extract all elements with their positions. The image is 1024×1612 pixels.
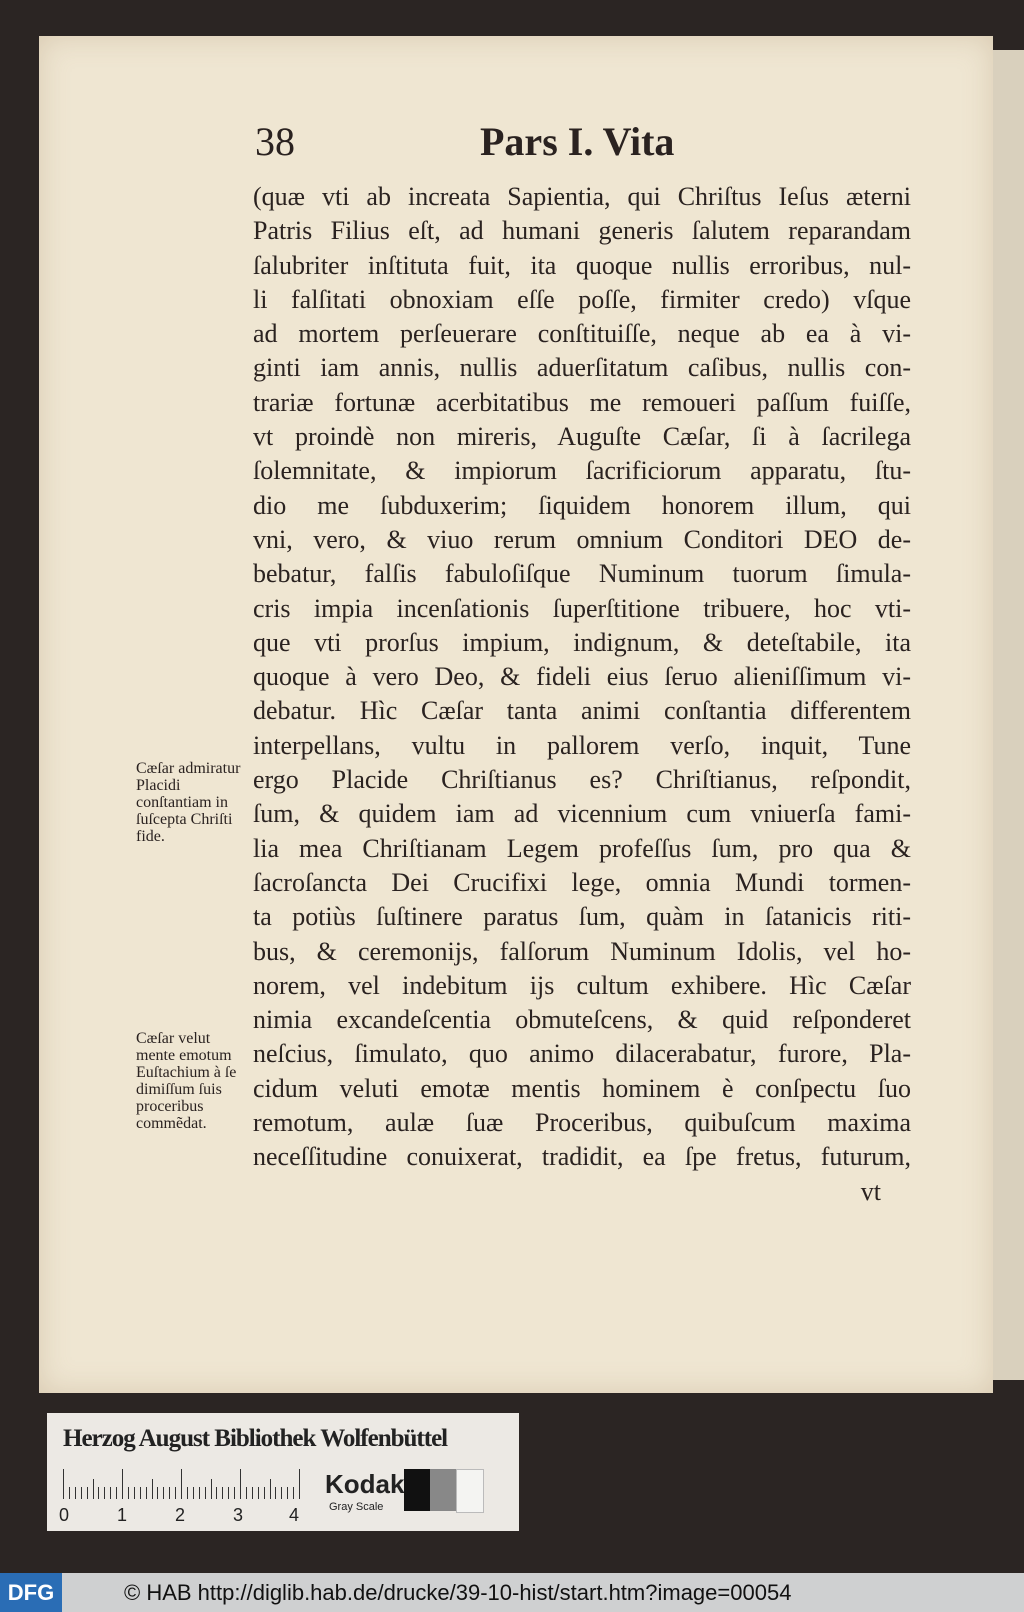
text-line: (quæ vti ab increata Sapientia, qui Chriſtus Ieſus æterni — [253, 182, 911, 211]
text-line: cris impia incenſationis ſuperſtitione tribuere, hoc vti- — [253, 593, 911, 623]
page-number: 38 — [255, 119, 295, 164]
text-line: quoque à vero Deo, & fideli eius ſeruo alieniſſimum vi- — [253, 662, 911, 692]
gray-scale-label: Gray Scale — [329, 1501, 384, 1513]
body-text — [253, 180, 911, 1209]
text-line: ergo Placide Chriſtianus es? Chriſtianus, reſpondit, — [253, 765, 911, 795]
ruler-number: 1 — [117, 1505, 128, 1525]
footer-bar — [0, 1573, 1024, 1612]
ruler-number: 3 — [233, 1505, 244, 1525]
ruler-tick — [169, 1487, 170, 1499]
ruler-tick — [63, 1469, 64, 1499]
ruler-tick — [187, 1487, 188, 1499]
text-line: ginti iam annis, nullis aduerſitatum caſibus, nullis con- — [253, 353, 911, 383]
text-line: que vti prorſus impium, indignum, & deteſtabile, ita — [253, 627, 911, 657]
ruler-tick — [246, 1487, 247, 1499]
text-line: interpellans, vultu in pallorem verſo, inquit, Tune — [253, 730, 911, 760]
ruler-tick — [110, 1487, 111, 1499]
ruler-number: 2 — [175, 1505, 186, 1525]
ruler-tick — [69, 1487, 70, 1499]
ruler-tick — [281, 1487, 282, 1499]
ruler-tick — [287, 1487, 288, 1499]
ruler-tick — [181, 1469, 182, 1499]
ruler-tick — [222, 1487, 223, 1499]
ruler-tick — [152, 1479, 153, 1499]
ruler-tick — [163, 1487, 164, 1499]
footer-url[interactable]: © HAB http://diglib.hab.de/drucke/39-10-hist/start.htm?image=00054 — [124, 1580, 792, 1605]
ruler-tick — [98, 1487, 99, 1499]
text-line: ſalubriter inſtituta fuit, ita quoque nullis erroribus, nul- — [253, 250, 911, 280]
ruler-tick — [87, 1487, 88, 1499]
text-line: dio me ſubduxerim; ſiquidem honorem illum, qui — [253, 490, 911, 520]
text-line: cidum veluti emotæ mentis hominem è conſpectu ſuo — [253, 1073, 911, 1103]
page-edge — [993, 50, 1024, 1380]
ruler-tick — [175, 1487, 176, 1499]
text-line: debatur. Hìc Cæſar tanta animi conſtantia differentem — [253, 696, 911, 726]
ruler-tick — [81, 1487, 82, 1499]
ruler-tick — [140, 1487, 141, 1499]
ruler-tick — [104, 1487, 105, 1499]
text-line: trariæ fortunæ acerbitatibus me remoueri paſſum fuiſſe, — [253, 387, 911, 417]
ruler-tick — [228, 1487, 229, 1499]
ruler-tick — [146, 1487, 147, 1499]
ruler-tick — [252, 1487, 253, 1499]
ruler-tick — [258, 1487, 259, 1499]
gray-swatch-black — [404, 1469, 430, 1511]
ruler-tick — [93, 1479, 94, 1499]
ruler-tick — [157, 1487, 158, 1499]
institution-name: Herzog August Bibliothek Wolfenbüttel — [63, 1425, 448, 1452]
ruler-tick — [205, 1487, 206, 1499]
ruler-tick — [240, 1469, 241, 1499]
ruler-tick — [270, 1479, 271, 1499]
ruler-number: 0 — [59, 1505, 70, 1525]
text-line: vt proindè non mireris, Auguſte Cæſar, ſi à ſacrilega — [253, 422, 911, 452]
ruler-tick — [264, 1487, 265, 1499]
text-line: vni, vero, & viuo rerum omnium Conditori DEO de- — [253, 524, 911, 554]
ruler-tick — [216, 1487, 217, 1499]
ruler-tick — [134, 1487, 135, 1499]
text-line: neſcius, ſimulato, quo animo dilacerabatur, furore, Pla- — [253, 1039, 911, 1069]
ruler-tick — [75, 1487, 76, 1499]
text-line: Patris Filius eſt, ad humani generis ſalutem reparandam — [253, 216, 911, 246]
margin-note: Cæſar velut mente emotum Euſtachium à ſe dimiſſum ſuis proceribus commẽdat. — [136, 1030, 237, 1132]
ruler-tick — [211, 1479, 212, 1499]
ruler — [63, 1469, 303, 1499]
text-line: bebatur, falſis fabuloſiſque Numinum tuorum ſimula- — [253, 559, 911, 589]
page-header — [255, 118, 695, 168]
text-line: nimia excandeſcentia obmuteſcens, & quid reſponderet — [253, 1005, 911, 1035]
text-line: li falſitati obnoxiam eſſe poſſe, firmiter credo) vſque — [253, 284, 911, 314]
ruler-tick — [199, 1487, 200, 1499]
ruler-tick — [293, 1487, 294, 1499]
text-line: ta potiùs ſuſtinere paratus ſum, quàm in ſatanicis riti- — [253, 902, 911, 932]
gray-swatch-white — [456, 1469, 484, 1513]
text-line: norem, vel indebitum ijs cultum exhibere. Hìc Cæſar — [253, 970, 911, 1000]
text-line: neceſſitudine conuixerat, tradidit, ea ſpe fretus, futurum, — [253, 1142, 911, 1172]
catchword: vt — [860, 1176, 881, 1206]
text-line: ſum, & quidem iam ad vicennium cum vniuerſa fami- — [253, 799, 911, 829]
text-line: ſolemnitate, & impiorum ſacrificiorum apparatu, ſtu- — [253, 456, 911, 486]
ruler-tick — [193, 1487, 194, 1499]
ruler-tick — [234, 1487, 235, 1499]
ruler-tick — [116, 1487, 117, 1499]
gray-swatch-mid — [430, 1469, 456, 1511]
margin-note: Cæſar admiratur Placidi conſtantiam in ſuſcepta Chriſti fide. — [136, 760, 241, 845]
ruler-tick — [299, 1469, 300, 1499]
text-line: lia mea Chriſtianam Legem profeſſus ſum, pro qua & — [253, 833, 911, 863]
text-line: remotum, aulæ ſuæ Proceribus, quibuſcum maxima — [253, 1108, 911, 1138]
ruler-tick — [128, 1487, 129, 1499]
library-color-card — [47, 1413, 519, 1531]
ruler-number: 4 — [289, 1505, 300, 1525]
kodak-brand: Kodak — [325, 1469, 405, 1499]
text-line: bus, & ceremonijs, falſorum Numinum Idolis, vel ho- — [253, 936, 911, 966]
text-line: ſacroſancta Dei Crucifixi lege, omnia Mundi tormen- — [253, 867, 911, 897]
dfg-logo: DFG — [0, 1573, 62, 1612]
ruler-tick — [122, 1469, 123, 1499]
text-line: ad mortem perſeuerare conſtituiſſe, neque ab ea à vi- — [253, 319, 911, 349]
running-title: Pars I. Vita — [480, 119, 675, 164]
ruler-tick — [275, 1487, 276, 1499]
